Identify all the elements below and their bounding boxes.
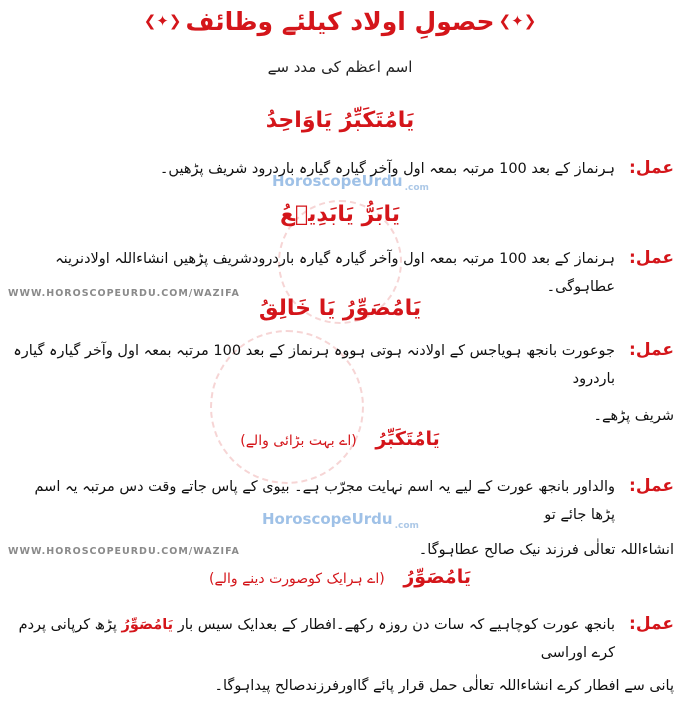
watermark-url: WWW.HOROSCOPEURDU.COM/WAZIFA <box>8 546 240 557</box>
section-instruction <box>8 156 674 184</box>
section-name <box>0 566 680 588</box>
instruction-text: ہرنماز کے بعد 100 مرتبہ بمعہ اول وآخر گیارہ گیارہ باردرود شریف پڑھیں۔ <box>159 161 616 177</box>
section-name <box>0 428 680 450</box>
page-header <box>0 4 680 38</box>
section-name-text: یَامُتَکَبِّرُ <box>375 428 440 450</box>
ornament-icon: ❮✦❯ <box>498 12 537 30</box>
instruction-text: جوعورت بانجھ ہویاجس کے اولادنہ ہوتی ہووہ ہرنماز کے بعد 100 مرتبہ بمعہ اول وآخر گیارہ گیارہ باردرود <box>13 343 616 387</box>
watermark-brand: HoroscopeUrdu $_{.com}$ <box>262 510 419 531</box>
amal-label: عمل: <box>629 340 674 360</box>
page-subtitle: اسم اعظم کی مدد سے <box>267 58 413 76</box>
instruction-text: پانی سے افطار کرے انشاءاللہ تعالٰی حمل قرار پائے گااورفرزندصالح پیداہوگا۔ <box>214 678 674 695</box>
section-instruction <box>8 612 674 701</box>
section-name: یَامُتَکَبِّرُ یَاوَاحِدُ <box>265 108 415 133</box>
section-meaning: (اے بہت بڑائی والے) <box>240 433 357 449</box>
amal-label: عمل: <box>629 158 674 178</box>
amal-label: عمل: <box>629 476 674 496</box>
instruction-text: شریف پڑھے۔ <box>593 408 674 425</box>
section-name: یَابَرُّ یَابَدِیۡعُ <box>279 202 401 227</box>
inline-name: یَامُصَوِّرُ <box>121 617 174 633</box>
section-name-text: یَامُصَوِّرُ <box>403 566 471 588</box>
section-name: یَامُصَوِّرُ یَا خَالِقُ <box>258 296 422 321</box>
instruction-text: بانجھ عورت کوچاہیے کہ سات دن روزہ رکھے۔افطار کے بعدایک سیس بار <box>177 617 616 633</box>
amal-label: عمل: <box>629 248 674 268</box>
instruction-text: انشاءاللہ تعالٰی فرزند نیک صالح عطاہوگا۔ <box>418 542 674 559</box>
watermark-url: WWW.HOROSCOPEURDU.COM/WAZIFA <box>8 288 240 299</box>
section-instruction <box>8 338 674 431</box>
section-meaning: (اے ہرایک کوصورت دینے والے) <box>209 571 385 587</box>
page-title: حصولِ اولاد کیلئے وظائف <box>185 6 495 36</box>
instruction-text: ہرنماز کے بعد 100 مرتبہ بمعہ اول وآخر گیارہ گیارہ باردرودشریف پڑھیں انشاءاللہ اولادنرینہ عطاہوگی۔ <box>55 251 616 295</box>
watermark-brand: HoroscopeUrdu $_{.com}$ <box>272 172 429 193</box>
instruction-text: پڑھ کرپانی پردم کرے اوراسی <box>18 617 616 661</box>
instruction-text: والداور بانجھ عورت کے لیے یہ اسم نہایت مجرّب ہے۔ بیوی کے پاس جاتے وقت دس مرتبہ یہ اسم پڑھا جائے تو <box>34 479 616 523</box>
amal-label: عمل: <box>629 614 674 634</box>
ornament-icon: ❮✦❯ <box>143 12 182 30</box>
